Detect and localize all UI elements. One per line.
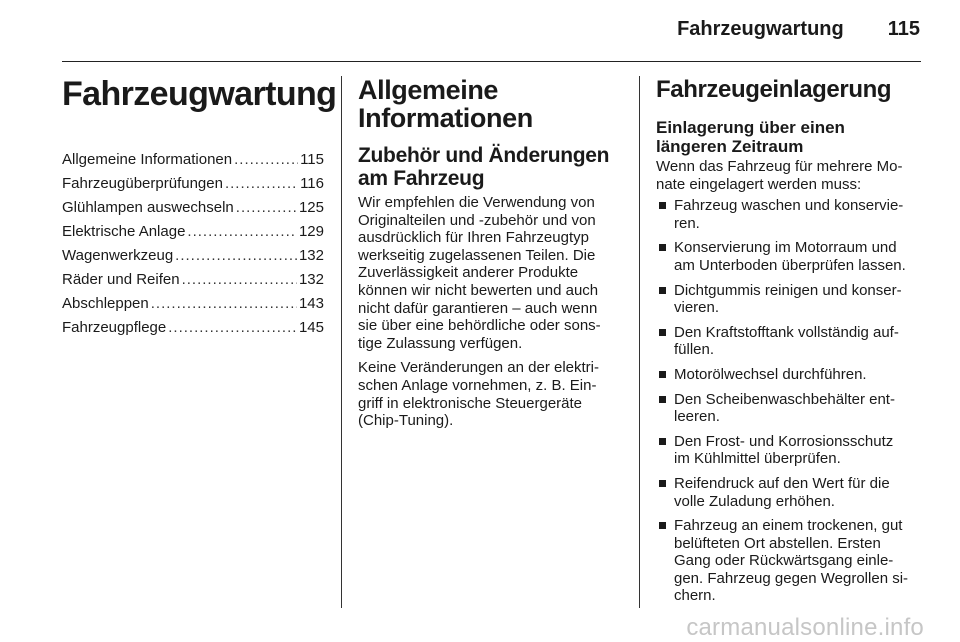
subsection-title [656, 118, 926, 156]
toc-leader-dots [175, 244, 297, 268]
list-item [656, 391, 926, 426]
toc-entry[interactable] [62, 292, 324, 316]
subsection-title-line: längeren Zeitraum [656, 137, 804, 156]
list-item [656, 433, 926, 468]
toc-entry[interactable] [62, 268, 324, 292]
section-title: Fahrzeugeinlagerung [656, 76, 892, 103]
subsection-title-line: am Fahrzeug [358, 167, 485, 190]
storage-checklist [656, 197, 926, 605]
list-item [656, 517, 926, 605]
toc-entry-page: 129 [298, 223, 324, 240]
paragraph-accessories [358, 194, 618, 352]
square-bullet-icon [659, 329, 666, 336]
toc-entry-label: Abschleppen [62, 295, 149, 312]
text-line: Keine Veränderungen an der elektri- [358, 359, 599, 377]
text-line: leeren. [674, 408, 720, 426]
section-title [358, 76, 618, 132]
toc-entry[interactable] [62, 172, 324, 196]
list-item [656, 239, 926, 274]
list-item [656, 282, 926, 317]
toc-entry-page: 125 [298, 199, 324, 216]
column-divider-1 [341, 76, 342, 608]
square-bullet-icon [659, 371, 666, 378]
text-line: sie über eine behördliche oder sons- [358, 317, 601, 335]
text-line: Fahrzeug an einem trockenen, gut [674, 517, 903, 535]
table-of-contents [62, 148, 324, 340]
toc-leader-dots [151, 292, 297, 316]
text-line: Motorölwechsel durchführen. [674, 365, 867, 383]
text-line: vieren. [674, 299, 720, 317]
subsection-title [358, 144, 618, 190]
list-item [656, 197, 926, 232]
toc-column [62, 75, 337, 340]
page-header [0, 18, 920, 50]
column-divider-2 [639, 76, 640, 608]
text-line: Originalteilen und -zubehör und von [358, 211, 596, 229]
general-info-column [358, 76, 618, 437]
chapter-title: Fahrzeugwartung [62, 75, 337, 113]
toc-entry-label: Elektrische Anlage [62, 223, 186, 240]
toc-entry[interactable] [62, 220, 324, 244]
section-title-line: Informationen [358, 103, 533, 133]
text-line: werkseitig zugelassenen Teilen. Die [358, 246, 596, 264]
text-line: Wir empfehlen die Verwendung von [358, 194, 595, 211]
header-divider [62, 61, 921, 62]
text-line: Fahrzeug waschen und konservie- [674, 197, 904, 215]
square-bullet-icon [659, 202, 666, 209]
square-bullet-icon [659, 396, 666, 403]
toc-entry[interactable] [62, 316, 324, 340]
toc-entry-page: 132 [298, 271, 324, 288]
toc-entry-page: 132 [298, 247, 324, 264]
toc-entry-page: 116 [300, 175, 324, 192]
toc-entry-label: Fahrzeugüberprüfungen [62, 175, 223, 192]
square-bullet-icon [659, 244, 666, 251]
text-line: (Chip-Tuning). [358, 412, 454, 430]
toc-entry[interactable] [62, 244, 324, 268]
text-line: volle Zuladung erhöhen. [674, 492, 835, 510]
text-line: Konservierung im Motorraum und [674, 239, 897, 257]
square-bullet-icon [659, 480, 666, 487]
toc-leader-dots [234, 148, 298, 172]
text-line: gen. Fahrzeug gegen Wegrollen si- [674, 569, 909, 587]
toc-entry-page: 145 [298, 319, 324, 336]
text-line: ausdrücklich für Ihren Fahrzeugtyp [358, 229, 589, 247]
section-title-line: Allgemeine [358, 75, 499, 105]
text-line: Wenn das Fahrzeug für mehrere Mo- [656, 158, 903, 175]
text-line: schen Anlage vornehmen, z. B. Ein- [358, 376, 597, 394]
toc-leader-dots [168, 316, 297, 340]
toc-leader-dots [225, 172, 298, 196]
text-line: am Unterboden überprüfen lassen. [674, 256, 906, 274]
list-item [656, 475, 926, 510]
list-item [656, 324, 926, 359]
toc-entry-label: Räder und Reifen [62, 271, 180, 288]
toc-entry-label: Allgemeine Informationen [62, 151, 233, 168]
storage-column [656, 76, 926, 612]
text-line: nate eingelagert werden muss: [656, 175, 862, 193]
text-line: Den Frost- und Korrosionsschutz [674, 432, 894, 450]
text-line: nicht dafür garantieren – auch wenn [358, 299, 598, 317]
intro-paragraph [656, 158, 926, 193]
text-line: können wir nicht bewerten und auch [358, 281, 599, 299]
list-item [656, 366, 926, 384]
text-line: Gang oder Rückwärtsgang einle- [674, 552, 894, 570]
toc-leader-dots [187, 220, 297, 244]
paragraph-electrical [358, 359, 618, 429]
text-line: chern. [674, 587, 716, 605]
square-bullet-icon [659, 438, 666, 445]
text-line: griff in elektronische Steuergeräte [358, 394, 583, 412]
toc-entry-label: Wagenwerkzeug [62, 247, 174, 264]
text-line: Reifendruck auf den Wert für die [674, 474, 890, 492]
text-line: ren. [674, 214, 700, 232]
subsection-title-line: Zubehör und Änderungen [358, 144, 610, 167]
toc-entry[interactable] [62, 148, 324, 172]
text-line: Dichtgummis reinigen und konser- [674, 281, 902, 299]
square-bullet-icon [659, 522, 666, 529]
toc-entry-label: Glühlampen auswechseln [62, 199, 234, 216]
running-chapter-title: Fahrzeugwartung [677, 18, 844, 40]
text-line: Den Kraftstofftank vollständig auf- [674, 323, 899, 341]
text-line: tige Zulassung verfügen. [358, 334, 523, 352]
text-line: Den Scheibenwaschbehälter ent- [674, 390, 895, 408]
toc-entry-page: 143 [298, 295, 324, 312]
toc-entry-label: Fahrzeugpflege [62, 319, 167, 336]
text-line: Zuverlässigkeit anderer Produkte [358, 264, 579, 282]
text-line: im Kühlmittel überprüfen. [674, 450, 841, 468]
toc-entry-page: 115 [300, 151, 324, 168]
toc-entry[interactable] [62, 196, 324, 220]
page-number: 115 [887, 18, 920, 40]
subsection-title-line: Einlagerung über einen [656, 118, 845, 137]
text-line: belüfteten Ort abstellen. Ersten [674, 534, 881, 552]
square-bullet-icon [659, 287, 666, 294]
toc-leader-dots [182, 268, 297, 292]
watermark: carmanualsonline.info [686, 614, 924, 641]
text-line: füllen. [674, 341, 715, 359]
toc-leader-dots [236, 196, 297, 220]
